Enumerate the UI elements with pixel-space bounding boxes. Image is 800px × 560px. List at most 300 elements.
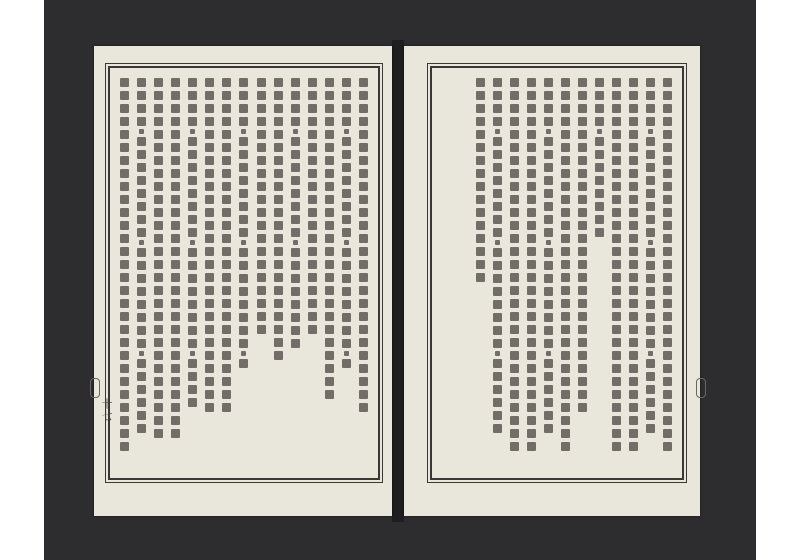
text-column	[559, 76, 571, 470]
glyph-block	[325, 273, 334, 282]
glyph-block	[359, 208, 368, 217]
glyph-block	[578, 403, 587, 412]
glyph-block	[222, 130, 231, 139]
glyph-block	[629, 390, 638, 399]
glyph-block	[188, 228, 197, 237]
glyph-block	[578, 143, 587, 152]
text-column	[255, 76, 267, 470]
glyph-block	[612, 390, 621, 399]
glyph-block	[578, 156, 587, 165]
glyph-block	[663, 377, 672, 386]
glyph-block	[137, 398, 146, 407]
glyph-block	[359, 221, 368, 230]
glyph-block	[257, 208, 266, 217]
glyph-block	[308, 182, 317, 191]
glyph-block	[171, 338, 180, 347]
glyph-block	[561, 377, 570, 386]
glyph-block	[188, 189, 197, 198]
glyph-block	[663, 130, 672, 139]
glyph-block	[476, 143, 485, 152]
glyph-block	[137, 313, 146, 322]
glyph-block	[325, 247, 334, 256]
glyph-block	[595, 202, 604, 211]
glyph-block	[274, 260, 283, 269]
glyph-block	[120, 403, 129, 412]
glyph-block	[139, 129, 144, 134]
glyph-block	[493, 202, 502, 211]
glyph-block	[274, 312, 283, 321]
text-column	[662, 76, 674, 470]
glyph-block	[308, 260, 317, 269]
glyph-block	[476, 221, 485, 230]
glyph-block	[190, 351, 195, 356]
glyph-block	[612, 377, 621, 386]
glyph-block	[188, 91, 197, 100]
glyph-block	[239, 300, 248, 309]
glyph-block	[527, 260, 536, 269]
glyph-block	[629, 325, 638, 334]
glyph-block	[137, 385, 146, 394]
glyph-block	[325, 156, 334, 165]
glyph-block	[274, 286, 283, 295]
glyph-block	[274, 143, 283, 152]
glyph-block	[544, 274, 553, 283]
glyph-block	[241, 129, 246, 134]
glyph-block	[663, 91, 672, 100]
glyph-block	[171, 364, 180, 373]
glyph-block	[344, 351, 349, 356]
glyph-block	[561, 156, 570, 165]
glyph-block	[239, 189, 248, 198]
glyph-block	[629, 169, 638, 178]
glyph-block	[629, 273, 638, 282]
glyph-block	[344, 129, 349, 134]
glyph-block	[578, 377, 587, 386]
glyph-block	[154, 78, 163, 87]
glyph-block	[171, 390, 180, 399]
glyph-block	[476, 169, 485, 178]
glyph-block	[629, 377, 638, 386]
glyph-block	[595, 137, 604, 146]
glyph-block	[188, 398, 197, 407]
glyph-block	[205, 169, 214, 178]
glyph-block	[510, 299, 519, 308]
glyph-block	[476, 182, 485, 191]
glyph-block	[188, 385, 197, 394]
glyph-block	[291, 287, 300, 296]
glyph-block	[205, 208, 214, 217]
glyph-block	[359, 377, 368, 386]
glyph-block	[646, 385, 655, 394]
text-column	[187, 76, 199, 470]
glyph-block	[663, 351, 672, 360]
glyph-block	[120, 247, 129, 256]
glyph-block	[188, 202, 197, 211]
glyph-block	[205, 351, 214, 360]
glyph-block	[120, 91, 129, 100]
glyph-block	[646, 176, 655, 185]
glyph-block	[257, 156, 266, 165]
glyph-block	[595, 189, 604, 198]
glyph-block	[561, 442, 570, 451]
glyph-block	[137, 176, 146, 185]
glyph-block	[544, 372, 553, 381]
glyph-block	[274, 104, 283, 113]
glyph-block	[595, 117, 604, 126]
glyph-block	[171, 91, 180, 100]
glyph-block	[663, 182, 672, 191]
glyph-block	[578, 91, 587, 100]
glyph-block	[274, 78, 283, 87]
glyph-block	[612, 143, 621, 152]
glyph-block	[629, 156, 638, 165]
glyph-block	[325, 299, 334, 308]
glyph-block	[274, 169, 283, 178]
glyph-block	[476, 260, 485, 269]
glyph-block	[510, 260, 519, 269]
glyph-block	[205, 338, 214, 347]
glyph-block	[291, 150, 300, 159]
glyph-block	[646, 163, 655, 172]
glyph-block	[612, 299, 621, 308]
text-column	[324, 76, 336, 470]
glyph-block	[171, 208, 180, 217]
glyph-block	[495, 129, 500, 134]
glyph-block	[359, 156, 368, 165]
glyph-block	[629, 247, 638, 256]
glyph-block	[342, 248, 351, 257]
glyph-block	[510, 286, 519, 295]
glyph-block	[510, 143, 519, 152]
glyph-block	[154, 130, 163, 139]
glyph-block	[120, 104, 129, 113]
glyph-block	[205, 299, 214, 308]
glyph-block	[205, 325, 214, 334]
glyph-block	[171, 312, 180, 321]
glyph-block	[239, 248, 248, 257]
glyph-block	[612, 234, 621, 243]
glyph-block	[527, 91, 536, 100]
glyph-block	[239, 359, 248, 368]
glyph-block	[595, 150, 604, 159]
glyph-block	[527, 442, 536, 451]
glyph-block	[205, 286, 214, 295]
glyph-block	[205, 143, 214, 152]
text-column	[238, 76, 250, 470]
glyph-block	[510, 442, 519, 451]
glyph-block	[190, 129, 195, 134]
glyph-block	[325, 364, 334, 373]
glyph-block	[137, 359, 146, 368]
glyph-block	[308, 169, 317, 178]
glyph-block	[646, 300, 655, 309]
glyph-block	[325, 104, 334, 113]
glyph-block	[239, 163, 248, 172]
glyph-block	[188, 176, 197, 185]
glyph-block	[612, 403, 621, 412]
glyph-block	[359, 273, 368, 282]
glyph-block	[510, 208, 519, 217]
glyph-block	[325, 91, 334, 100]
glyph-block	[120, 117, 129, 126]
glyph-block	[308, 143, 317, 152]
text-column	[358, 76, 370, 470]
glyph-block	[308, 299, 317, 308]
glyph-block	[171, 286, 180, 295]
glyph-block	[342, 359, 351, 368]
text-column	[525, 76, 537, 470]
glyph-block	[325, 377, 334, 386]
glyph-block	[663, 156, 672, 165]
glyph-block	[139, 351, 144, 356]
text-column	[628, 76, 640, 470]
glyph-block	[359, 351, 368, 360]
glyph-block	[646, 91, 655, 100]
glyph-block	[612, 182, 621, 191]
glyph-block	[293, 240, 298, 245]
glyph-block	[646, 215, 655, 224]
glyph-block	[342, 137, 351, 146]
glyph-block	[493, 163, 502, 172]
glyph-block	[510, 338, 519, 347]
glyph-block	[493, 274, 502, 283]
glyph-block	[578, 104, 587, 113]
glyph-block	[222, 182, 231, 191]
glyph-block	[205, 312, 214, 321]
glyph-block	[188, 104, 197, 113]
glyph-block	[205, 195, 214, 204]
glyph-block	[544, 398, 553, 407]
glyph-block	[137, 91, 146, 100]
glyph-block	[544, 287, 553, 296]
glyph-block	[359, 260, 368, 269]
glyph-block	[239, 176, 248, 185]
glyph-block	[205, 260, 214, 269]
glyph-block	[291, 215, 300, 224]
glyph-block	[188, 287, 197, 296]
glyph-block	[510, 312, 519, 321]
glyph-block	[154, 429, 163, 438]
glyph-block	[239, 78, 248, 87]
glyph-block	[493, 104, 502, 113]
glyph-block	[510, 195, 519, 204]
glyph-block	[137, 215, 146, 224]
glyph-block	[205, 403, 214, 412]
glyph-block	[527, 338, 536, 347]
glyph-block	[171, 221, 180, 230]
glyph-block	[493, 189, 502, 198]
glyph-block	[154, 338, 163, 347]
glyph-block	[527, 429, 536, 438]
glyph-block	[205, 78, 214, 87]
glyph-block	[120, 273, 129, 282]
glyph-block	[663, 416, 672, 425]
text-column	[491, 76, 503, 470]
glyph-block	[476, 156, 485, 165]
glyph-block	[239, 228, 248, 237]
glyph-block	[359, 325, 368, 334]
glyph-block	[205, 377, 214, 386]
glyph-block	[308, 130, 317, 139]
text-column	[594, 76, 606, 470]
glyph-block	[154, 377, 163, 386]
glyph-block	[629, 91, 638, 100]
glyph-block	[359, 364, 368, 373]
glyph-block	[222, 143, 231, 152]
glyph-block	[222, 403, 231, 412]
glyph-block	[188, 372, 197, 381]
glyph-block	[325, 143, 334, 152]
glyph-block	[612, 364, 621, 373]
glyph-block	[544, 163, 553, 172]
glyph-block	[171, 403, 180, 412]
glyph-block	[612, 78, 621, 87]
glyph-block	[646, 202, 655, 211]
glyph-block	[629, 299, 638, 308]
glyph-block	[646, 398, 655, 407]
glyph-block	[154, 390, 163, 399]
glyph-block	[171, 234, 180, 243]
glyph-block	[476, 91, 485, 100]
glyph-block	[612, 429, 621, 438]
glyph-block	[359, 117, 368, 126]
glyph-block	[544, 117, 553, 126]
glyph-block	[120, 299, 129, 308]
glyph-block	[359, 169, 368, 178]
glyph-block	[595, 176, 604, 185]
glyph-block	[171, 416, 180, 425]
glyph-block	[342, 202, 351, 211]
glyph-block	[188, 326, 197, 335]
glyph-block	[342, 274, 351, 283]
glyph-block	[257, 143, 266, 152]
glyph-block	[476, 195, 485, 204]
glyph-block	[222, 117, 231, 126]
glyph-block	[612, 260, 621, 269]
text-column	[221, 76, 233, 470]
glyph-block	[257, 78, 266, 87]
glyph-block	[612, 273, 621, 282]
glyph-block	[293, 129, 298, 134]
glyph-block	[171, 182, 180, 191]
glyph-block	[308, 221, 317, 230]
glyph-block	[325, 325, 334, 334]
glyph-block	[510, 429, 519, 438]
text-column	[135, 76, 147, 470]
glyph-block	[239, 313, 248, 322]
glyph-block	[342, 104, 351, 113]
glyph-block	[222, 260, 231, 269]
glyph-block	[629, 117, 638, 126]
glyph-block	[561, 234, 570, 243]
glyph-block	[222, 156, 231, 165]
glyph-block	[612, 195, 621, 204]
glyph-block	[527, 182, 536, 191]
glyph-block	[578, 195, 587, 204]
glyph-block	[274, 351, 283, 360]
glyph-block	[308, 286, 317, 295]
glyph-block	[291, 248, 300, 257]
glyph-block	[646, 104, 655, 113]
glyph-block	[342, 163, 351, 172]
glyph-block	[544, 176, 553, 185]
glyph-block	[595, 163, 604, 172]
glyph-block	[222, 169, 231, 178]
glyph-block	[222, 325, 231, 334]
glyph-block	[561, 221, 570, 230]
glyph-block	[578, 286, 587, 295]
glyph-block	[359, 130, 368, 139]
glyph-block	[120, 442, 129, 451]
glyph-block	[325, 286, 334, 295]
glyph-block	[120, 260, 129, 269]
glyph-block	[612, 325, 621, 334]
glyph-block	[493, 78, 502, 87]
glyph-block	[257, 182, 266, 191]
glyph-block	[239, 261, 248, 270]
glyph-block	[629, 195, 638, 204]
glyph-block	[241, 240, 246, 245]
right-text-columns	[440, 76, 674, 470]
glyph-block	[239, 91, 248, 100]
glyph-block	[137, 411, 146, 420]
glyph-block	[342, 78, 351, 87]
glyph-block	[205, 104, 214, 113]
glyph-block	[510, 234, 519, 243]
glyph-block	[493, 228, 502, 237]
glyph-block	[544, 215, 553, 224]
glyph-block	[171, 429, 180, 438]
glyph-block	[188, 137, 197, 146]
glyph-block	[188, 150, 197, 159]
glyph-block	[578, 182, 587, 191]
glyph-block	[308, 104, 317, 113]
glyph-block	[188, 261, 197, 270]
glyph-block	[493, 326, 502, 335]
glyph-block	[154, 234, 163, 243]
glyph-block	[137, 326, 146, 335]
glyph-block	[171, 78, 180, 87]
glyph-block	[578, 364, 587, 373]
glyph-block	[544, 261, 553, 270]
glyph-block	[527, 130, 536, 139]
glyph-block	[612, 247, 621, 256]
glyph-block	[561, 130, 570, 139]
glyph-block	[308, 312, 317, 321]
glyph-block	[544, 248, 553, 257]
glyph-block	[495, 240, 500, 245]
glyph-block	[612, 312, 621, 321]
glyph-block	[137, 228, 146, 237]
glyph-block	[476, 104, 485, 113]
glyph-block	[527, 273, 536, 282]
glyph-block	[120, 325, 129, 334]
glyph-block	[510, 403, 519, 412]
glyph-block	[612, 130, 621, 139]
glyph-block	[205, 130, 214, 139]
glyph-block	[120, 429, 129, 438]
glyph-block	[493, 287, 502, 296]
glyph-block	[359, 195, 368, 204]
glyph-block	[325, 312, 334, 321]
glyph-block	[239, 104, 248, 113]
glyph-block	[342, 91, 351, 100]
glyph-block	[476, 78, 485, 87]
glyph-block	[137, 163, 146, 172]
text-column	[577, 76, 589, 470]
glyph-block	[544, 78, 553, 87]
glyph-block	[612, 104, 621, 113]
